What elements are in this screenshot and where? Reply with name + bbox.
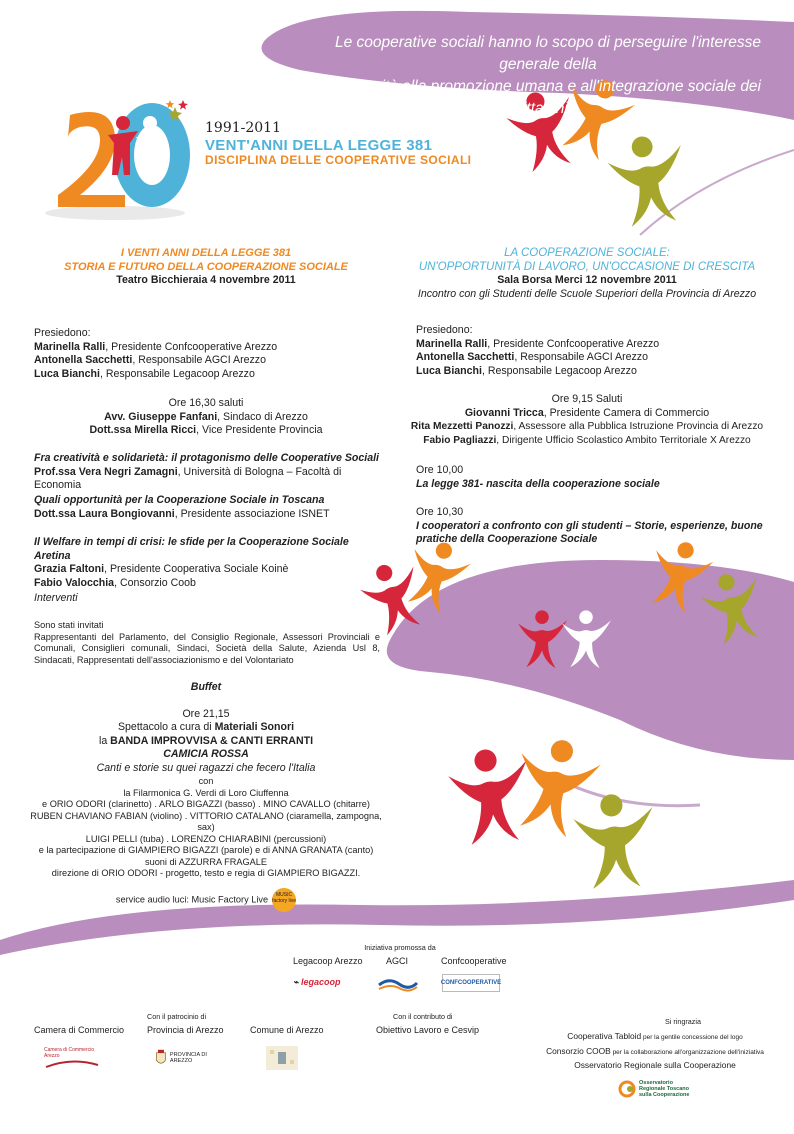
right-presiede-1 — [416, 338, 776, 352]
credit-line: e la partecipazione di GIAMPIERO BIGAZZI (parole) e di ANNA GRANATA (canto) — [38, 845, 374, 855]
banda-line — [30, 735, 382, 749]
legacoop-swirl-icon: ⌁ — [293, 977, 299, 987]
credit-line: LUIGI PELLI (tuba) . LORENZO CHIARABINI (percussioni) — [85, 833, 327, 844]
camera-logo-text: Camera di Commercio Arezzo — [44, 1047, 95, 1059]
quote-line-2: comunità alla promozione umana e all'integrazione sociale dei cittadini... — [334, 78, 761, 117]
ringrazia-label: Si ringrazia — [665, 1017, 701, 1026]
invitati-text: Rappresentanti del Parlamento, del Consiglio Regionale, Assessori Provinciali e Comunali, Consiglieri comunali, Sindaci, Società della Salute, Azienda Usl 8, Sindacati, Rappresentati dell'associazionismo e del Volontariato — [34, 631, 380, 665]
person-name: Fabio Valocchia — [34, 576, 115, 589]
talk-title: Fra creatività e solidarietà: il protagonismo delle Cooperative Sociali — [34, 452, 379, 464]
left-title-1: I VENTI ANNI DELLA LEGGE 381 — [120, 247, 292, 259]
left-talk-1 — [34, 452, 384, 493]
right-presiede-3 — [416, 365, 776, 379]
banda-prefix: la — [98, 734, 111, 747]
person-role: , Responsabile Legacoop Arezzo — [99, 367, 255, 380]
banda-name: BANDA IMPROVVISA & CANTI ERRANTI — [110, 734, 314, 747]
left-talk-2 — [34, 494, 384, 521]
person-name: Giovanni Tricca — [464, 406, 544, 419]
osservatorio-logo-text — [639, 1080, 689, 1098]
person-role: , Consorzio Coob — [114, 576, 196, 589]
spettacolo-name: Materiali Sonori — [214, 721, 295, 734]
provincia-logo — [155, 1045, 215, 1071]
left-presiede-2 — [34, 354, 384, 368]
confcoop-logo — [442, 974, 500, 992]
osservatorio-logo — [618, 1076, 708, 1102]
contributo-label: Con il contributo di — [393, 1012, 453, 1021]
logo-title: VENT'ANNI DELLA LEGGE 381 — [205, 137, 433, 154]
legacoop-logo-text: legacoop — [300, 977, 341, 987]
right-title-1: LA COOPERAZIONE SOCIALE: — [504, 247, 670, 259]
right-title-2: UN'OPPORTUNITÀ DI LAVORO, UN'OCCASIONE DI CRESCITA — [418, 260, 756, 273]
left-invitati — [34, 620, 380, 666]
logo-subtitle: DISCIPLINA DELLE COOPERATIVE SOCIALI — [205, 153, 472, 167]
credit-line: suoni di AZZURRA FRAGALE — [144, 856, 268, 867]
coob-name: Consorzio COOB — [546, 1045, 611, 1056]
credit-line: direzione di ORIO ODORI - progetto, testo e regia di GIAMPIERO BIGAZZI. — [51, 868, 361, 878]
credit-line: la Filarmonica G. Verdi di Loro Ciuffenna — [123, 787, 289, 798]
right-incontro: Incontro con gli Studenti delle Scuole Superiori della Provincia di Arezzo — [417, 287, 757, 300]
show-subtitle: Canti e storie su quei ragazzi che fecero l'Italia — [96, 761, 316, 774]
evening-time: Ore 21,15 — [182, 707, 230, 720]
oss-logo-line: sulla Cooperazione — [639, 1092, 690, 1098]
person-name: Marinella Ralli — [34, 340, 106, 353]
tabloid-text: per la gentile concessione del logo — [641, 1034, 743, 1041]
right-saluto-3 — [404, 434, 770, 448]
comune-label: Comune di Arezzo — [250, 1025, 324, 1035]
right-program — [416, 324, 776, 378]
twenty-years-logo — [30, 95, 205, 225]
left-program — [34, 327, 384, 381]
person-role: , Presidente Confcooperative Arezzo — [487, 337, 660, 350]
person-role: , Responsabile Legacoop Arezzo — [481, 364, 637, 377]
invitati-heading: Sono stati invitati — [34, 620, 104, 630]
person-name: Prof.ssa Vera Negri Zamagni — [34, 465, 178, 478]
person-role: , Presidente associazione ISNET — [174, 507, 330, 520]
oss-logo-line: Regionale Toscano — [639, 1086, 690, 1092]
left-evening — [30, 681, 382, 776]
iniziativa-label: Iniziativa promossa da — [364, 943, 436, 952]
patrocinio-label: Con il patrocinio di — [147, 1012, 207, 1021]
person-name: Avv. Giuseppe Fanfani — [104, 410, 218, 423]
person-role: , Responsabile AGCI Arezzo — [132, 354, 266, 367]
talk-time: Ore 10,00 — [416, 464, 464, 476]
person-role: , Presidente Camera di Commercio — [543, 406, 710, 419]
left-saluto-2 — [30, 424, 382, 438]
person-name: Fabio Pagliazzi — [423, 434, 497, 446]
spettacolo-line — [30, 721, 382, 735]
provincia-logo-text: PROVINCIA DI AREZZO — [169, 1052, 207, 1064]
left-presiede-3 — [34, 368, 384, 382]
right-presiedono: Presiedono: — [416, 324, 473, 336]
person-name: Rita Mezzetti Panozzi — [410, 421, 514, 433]
camera-swoosh-icon — [44, 1059, 100, 1069]
person-role: , Università di Bologna – Facoltà di Economia — [34, 465, 342, 492]
provincia-crest-icon — [155, 1047, 167, 1069]
talk-title: Quali opportunità per la Cooperazione Sociale in Toscana — [34, 494, 325, 506]
person-role: , Vice Presidente Provincia — [196, 424, 323, 437]
person-role: , Presidente Cooperativa Sociale Koinè — [104, 563, 289, 576]
service-line — [30, 888, 382, 912]
oss-logo-line: Osservatorio — [639, 1080, 673, 1086]
osservatorio-text: Osservatorio Regionale sulla Cooperazione — [574, 1060, 736, 1070]
right-header — [404, 247, 770, 301]
left-presiedono: Presiedono: — [34, 327, 91, 339]
coob-text: per la collaborazione all'organizzazione dell'iniziativa — [610, 1048, 764, 1056]
logo-years: 1991-2011 — [205, 120, 281, 136]
left-saluti-time: Ore 16,30 saluti — [168, 397, 244, 409]
person-name: Luca Bianchi — [34, 367, 100, 380]
buffet-label: Buffet — [190, 681, 222, 693]
osservatorio-icon — [618, 1080, 636, 1098]
music-factory-logo: MUSIC factory live — [272, 888, 296, 912]
person-role: , Presidente Confcooperative Arezzo — [105, 340, 278, 353]
person-name: Antonella Sacchetti — [34, 354, 133, 367]
right-saluto-1 — [404, 407, 770, 421]
right-presiede-2 — [416, 351, 776, 365]
person-role: , Responsabile AGCI Arezzo — [514, 351, 648, 364]
header-quote — [318, 32, 778, 120]
left-credits — [30, 776, 382, 912]
left-saluto-1 — [30, 411, 382, 425]
right-saluti-time: Ore 9,15 Saluti — [551, 393, 623, 405]
left-header — [30, 247, 382, 288]
tabloid-name: Cooperativa Tabloid — [567, 1031, 642, 1041]
person-name: Marinella Ralli — [416, 337, 488, 350]
credit-line: e ORIO ODORI (clarinetto) . ARLO BIGAZZI (basso) . MINO CAVALLO (chitarre) — [42, 799, 370, 809]
left-talk-3 — [34, 536, 384, 590]
legacoop-label: Legacoop Arezzo — [293, 956, 363, 966]
obiettivo-label: Obiettivo Lavoro e Cesvip — [376, 1025, 480, 1035]
comune-crest-icon — [266, 1046, 298, 1070]
person-role: , Sindaco di Arezzo — [217, 410, 308, 423]
agci-logo — [377, 975, 419, 995]
ringraziamenti — [520, 1030, 790, 1073]
talk-title: I cooperatori a confronto con gli studenti – Storie, esperienze, buone pratiche della Cooperazione Sociale — [416, 519, 763, 546]
person-role: , Assessore alla Pubblica Istruzione Provincia di Arezzo — [513, 421, 764, 433]
confcoop-logo-text: CONFCOOPERATIVE — [440, 980, 502, 986]
credit-line: con — [198, 776, 214, 786]
left-presiede-1 — [34, 341, 384, 355]
person-name: Antonella Sacchetti — [416, 351, 515, 364]
talk-time: Ore 10,30 — [416, 506, 464, 518]
service-text: service audio luci: Music Factory Live — [115, 893, 269, 904]
person-name: Dott.ssa Mirella Ricci — [89, 424, 197, 437]
left-title-2: STORIA E FUTURO DELLA COOPERAZIONE SOCIALE — [64, 260, 348, 273]
person-role: , Dirigente Ufficio Scolastico Ambito Territoriale X Arezzo — [496, 434, 751, 446]
right-talk-2 — [416, 506, 768, 547]
left-saluti — [30, 397, 382, 438]
credit-line: RUBEN CHAVIANO FABIAN (violino) . VITTORIO CATALANO (ciaramella, zampogna, sax) — [30, 810, 382, 832]
person-name: Luca Bianchi — [416, 364, 482, 377]
person-name: Dott.ssa Laura Bongiovanni — [34, 507, 175, 520]
agci-label: AGCI — [386, 956, 409, 966]
person-name: Grazia Faltoni — [34, 563, 105, 576]
provincia-label: Provincia di Arezzo — [147, 1025, 224, 1035]
right-saluti — [404, 393, 770, 447]
left-venue: Teatro Bicchieraia 4 novembre 2011 — [116, 274, 296, 287]
spettacolo-prefix: Spettacolo a cura di — [117, 721, 215, 734]
legacoop-logo — [293, 977, 359, 991]
right-venue: Sala Borsa Merci 12 novembre 2011 — [497, 274, 677, 287]
right-saluto-2 — [404, 420, 770, 434]
show-title: CAMICIA ROSSA — [163, 748, 249, 761]
confcoop-label: Confcooperative — [441, 956, 507, 966]
talk-title: Il Welfare in tempi di crisi: le sfide per la Cooperazione Sociale Aretina — [34, 536, 349, 562]
right-talk-1 — [416, 464, 776, 491]
quote-line-1: Le cooperative sociali hanno lo scopo di perseguire l'interesse generale della — [334, 34, 762, 73]
left-interventi: Interventi — [34, 592, 78, 604]
camera-logo — [44, 1047, 102, 1069]
talk-title: La legge 381- nascita della cooperazione sociale — [416, 477, 660, 490]
camera-label: Camera di Commercio — [34, 1025, 125, 1035]
